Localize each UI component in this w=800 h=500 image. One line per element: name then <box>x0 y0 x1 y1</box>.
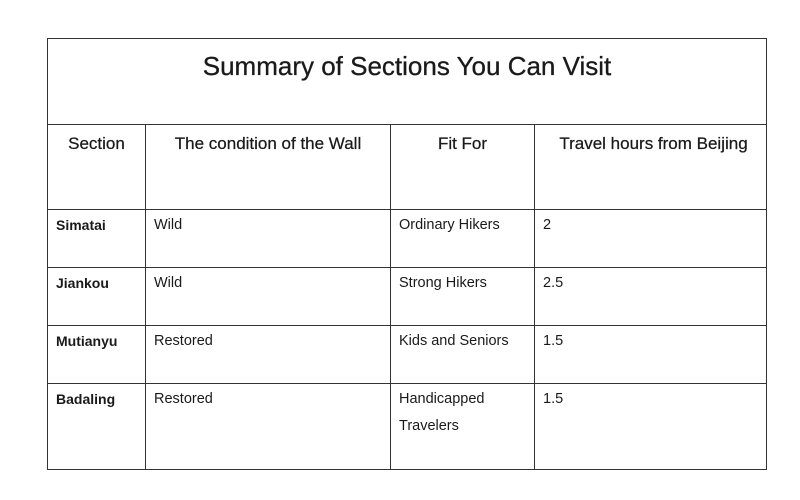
travel-hours-value: 1.5 <box>543 391 564 407</box>
fit-for-value: Strong Hikers <box>399 275 487 291</box>
section-cell <box>48 384 146 470</box>
section-name: Simatai <box>56 217 106 233</box>
header-section-label: Section <box>68 134 125 153</box>
header-condition <box>146 125 391 210</box>
condition-value: Wild <box>154 217 183 233</box>
table-header-row <box>48 125 767 210</box>
header-fit-for <box>391 125 535 210</box>
fit-for-value: Handicapped Travelers <box>399 391 485 434</box>
fit-for-value: Kids and Seniors <box>399 333 509 349</box>
travel-hours-value: 1.5 <box>543 333 564 349</box>
fit-for-cell <box>391 210 535 268</box>
travel-hours-value: 2 <box>543 217 552 233</box>
travel-hours-cell <box>535 210 767 268</box>
section-cell <box>48 268 146 326</box>
fit-for-cell <box>391 384 535 470</box>
header-fit-for-label: Fit For <box>437 134 488 153</box>
condition-cell <box>146 210 391 268</box>
section-name: Mutianyu <box>56 333 118 349</box>
table-row <box>48 268 767 326</box>
header-travel-hours-label: Travel hours from Beijing <box>559 134 748 153</box>
table-title-row <box>48 39 767 125</box>
condition-cell <box>146 268 391 326</box>
sections-summary-table <box>47 38 767 470</box>
condition-value: Wild <box>154 275 183 291</box>
table-row <box>48 210 767 268</box>
section-name: Badaling <box>56 391 116 407</box>
travel-hours-cell <box>535 384 767 470</box>
table-row <box>48 326 767 384</box>
travel-hours-cell <box>535 326 767 384</box>
section-cell <box>48 326 146 384</box>
header-condition-label: The condition of the Wall <box>174 134 362 153</box>
table-title-cell <box>48 39 767 125</box>
section-cell <box>48 210 146 268</box>
condition-value: Restored <box>154 333 213 349</box>
travel-hours-cell <box>535 268 767 326</box>
fit-for-cell <box>391 326 535 384</box>
section-name: Jiankou <box>56 275 109 291</box>
condition-cell <box>146 326 391 384</box>
header-travel-hours <box>535 125 767 210</box>
table-row <box>48 384 767 470</box>
fit-for-value: Ordinary Hikers <box>399 217 500 233</box>
travel-hours-value: 2.5 <box>543 275 564 291</box>
header-section <box>48 125 146 210</box>
condition-cell <box>146 384 391 470</box>
condition-value: Restored <box>154 391 213 407</box>
fit-for-cell <box>391 268 535 326</box>
table-title: Summary of Sections You Can Visit <box>202 51 612 81</box>
